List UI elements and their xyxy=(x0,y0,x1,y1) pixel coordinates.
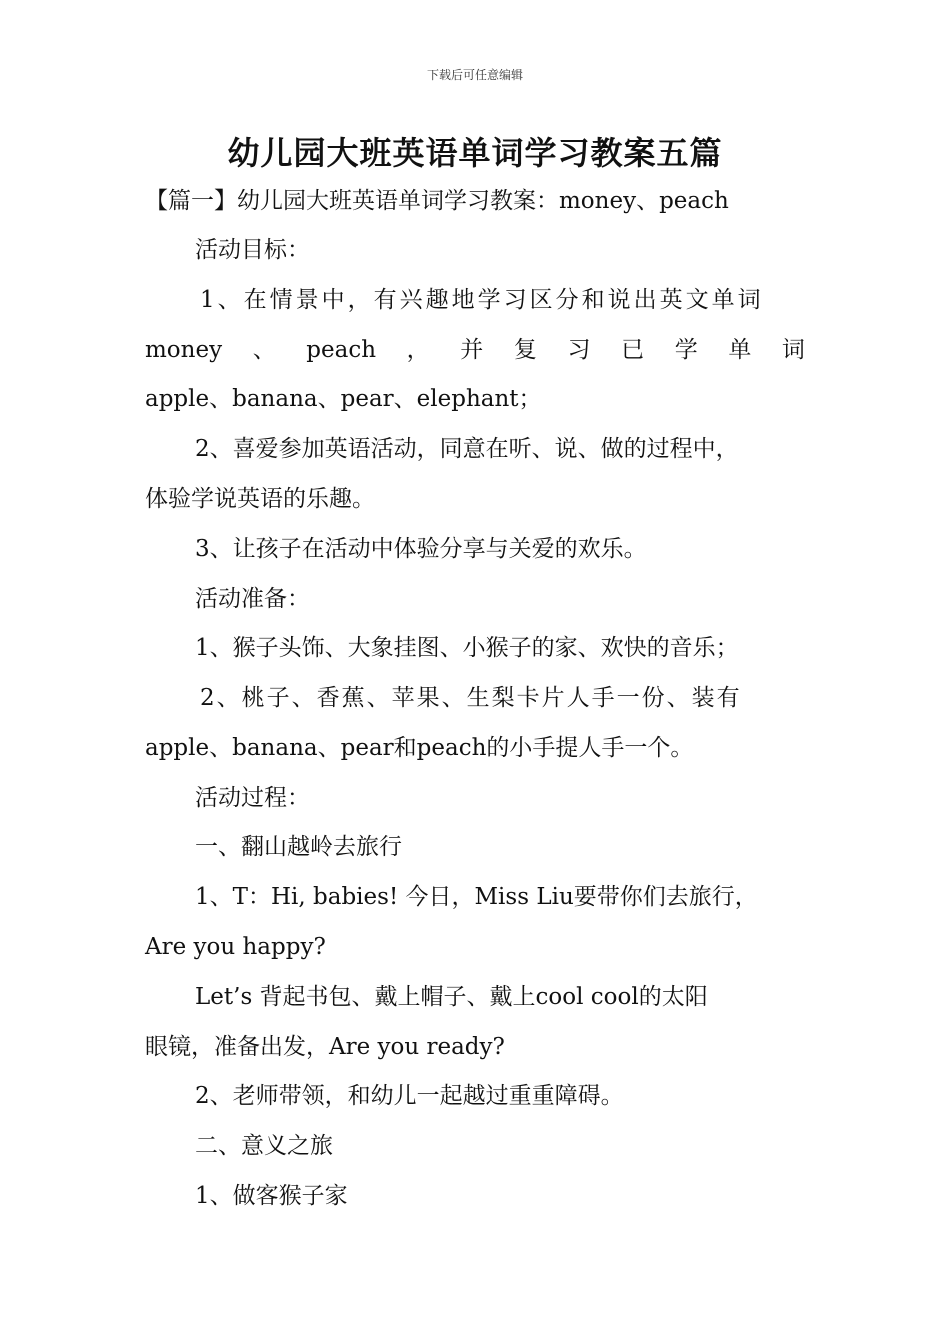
process-part-1-item-1-line-3: Let’s 背起书包、戴上帽子、戴上cool cool的太阳 xyxy=(195,984,708,1010)
goal-item-1-line-3: apple、banana、pear、elephant； xyxy=(145,386,542,412)
goal-word: 学 xyxy=(674,337,698,363)
goal-word: 词 xyxy=(781,337,805,363)
goal-word: 已 xyxy=(621,337,645,363)
process-part-1-item-1-line-1: 1、T：Hi, babies! 今日，Miss Liu要带你们去旅行， xyxy=(195,884,758,910)
process-part-1-item-1-line-2: Are you happy? xyxy=(145,934,326,960)
process-part-1-item-2: 2、老师带领，和幼儿一起越过重重障碍。 xyxy=(195,1083,624,1109)
section-heading: 【篇一】幼儿园大班英语单词学习教案：money、peach xyxy=(145,188,729,214)
process-part-2-heading: 二、意义之旅 xyxy=(195,1133,333,1159)
process-part-2-item-1: 1、做客猴子家 xyxy=(195,1183,348,1209)
header-note: 下载后可任意编辑 xyxy=(426,68,523,82)
goal-word: peach xyxy=(306,337,377,363)
prep-heading: 活动准备： xyxy=(195,586,310,612)
goal-item-2-line-1: 2、喜爱参加英语活动，同意在听、说、做的过程中， xyxy=(195,436,739,462)
goal-item-1-line-1: 1、在情景中，有兴趣地学习区分和说出英文单词 xyxy=(200,287,764,313)
goal-item-3: 3、让孩子在活动中体验分享与关爱的欢乐。 xyxy=(195,536,647,562)
goal-word: 习 xyxy=(567,337,591,363)
process-part-1-item-1-line-4: 眼镜，准备出发，Are you ready? xyxy=(145,1034,505,1060)
goal-item-1-line-2 xyxy=(145,335,805,365)
goal-word: money xyxy=(145,337,223,363)
goal-word: 、 xyxy=(252,337,276,363)
document-title: 幼儿园大班英语单词学习教案五篇 xyxy=(227,134,723,172)
goal-word: ， xyxy=(406,337,430,363)
goal-item-2-line-2: 体验学说英语的乐趣。 xyxy=(145,486,375,512)
goal-word: 并 xyxy=(460,337,484,363)
prep-item-2-line-1: 2、桃子、香蕉、苹果、生梨卡片人手一份、装有 xyxy=(200,685,742,711)
process-part-1-heading: 一、翻山越岭去旅行 xyxy=(195,834,402,860)
goals-heading: 活动目标： xyxy=(195,237,310,263)
prep-item-1: 1、猴子头饰、大象挂图、小猴子的家、欢快的音乐； xyxy=(195,635,739,661)
goal-word: 复 xyxy=(513,337,537,363)
goal-word: 单 xyxy=(728,337,752,363)
prep-item-2-line-2: apple、banana、pear和peach的小手提人手一个。 xyxy=(145,735,694,761)
process-heading: 活动过程： xyxy=(195,785,310,811)
